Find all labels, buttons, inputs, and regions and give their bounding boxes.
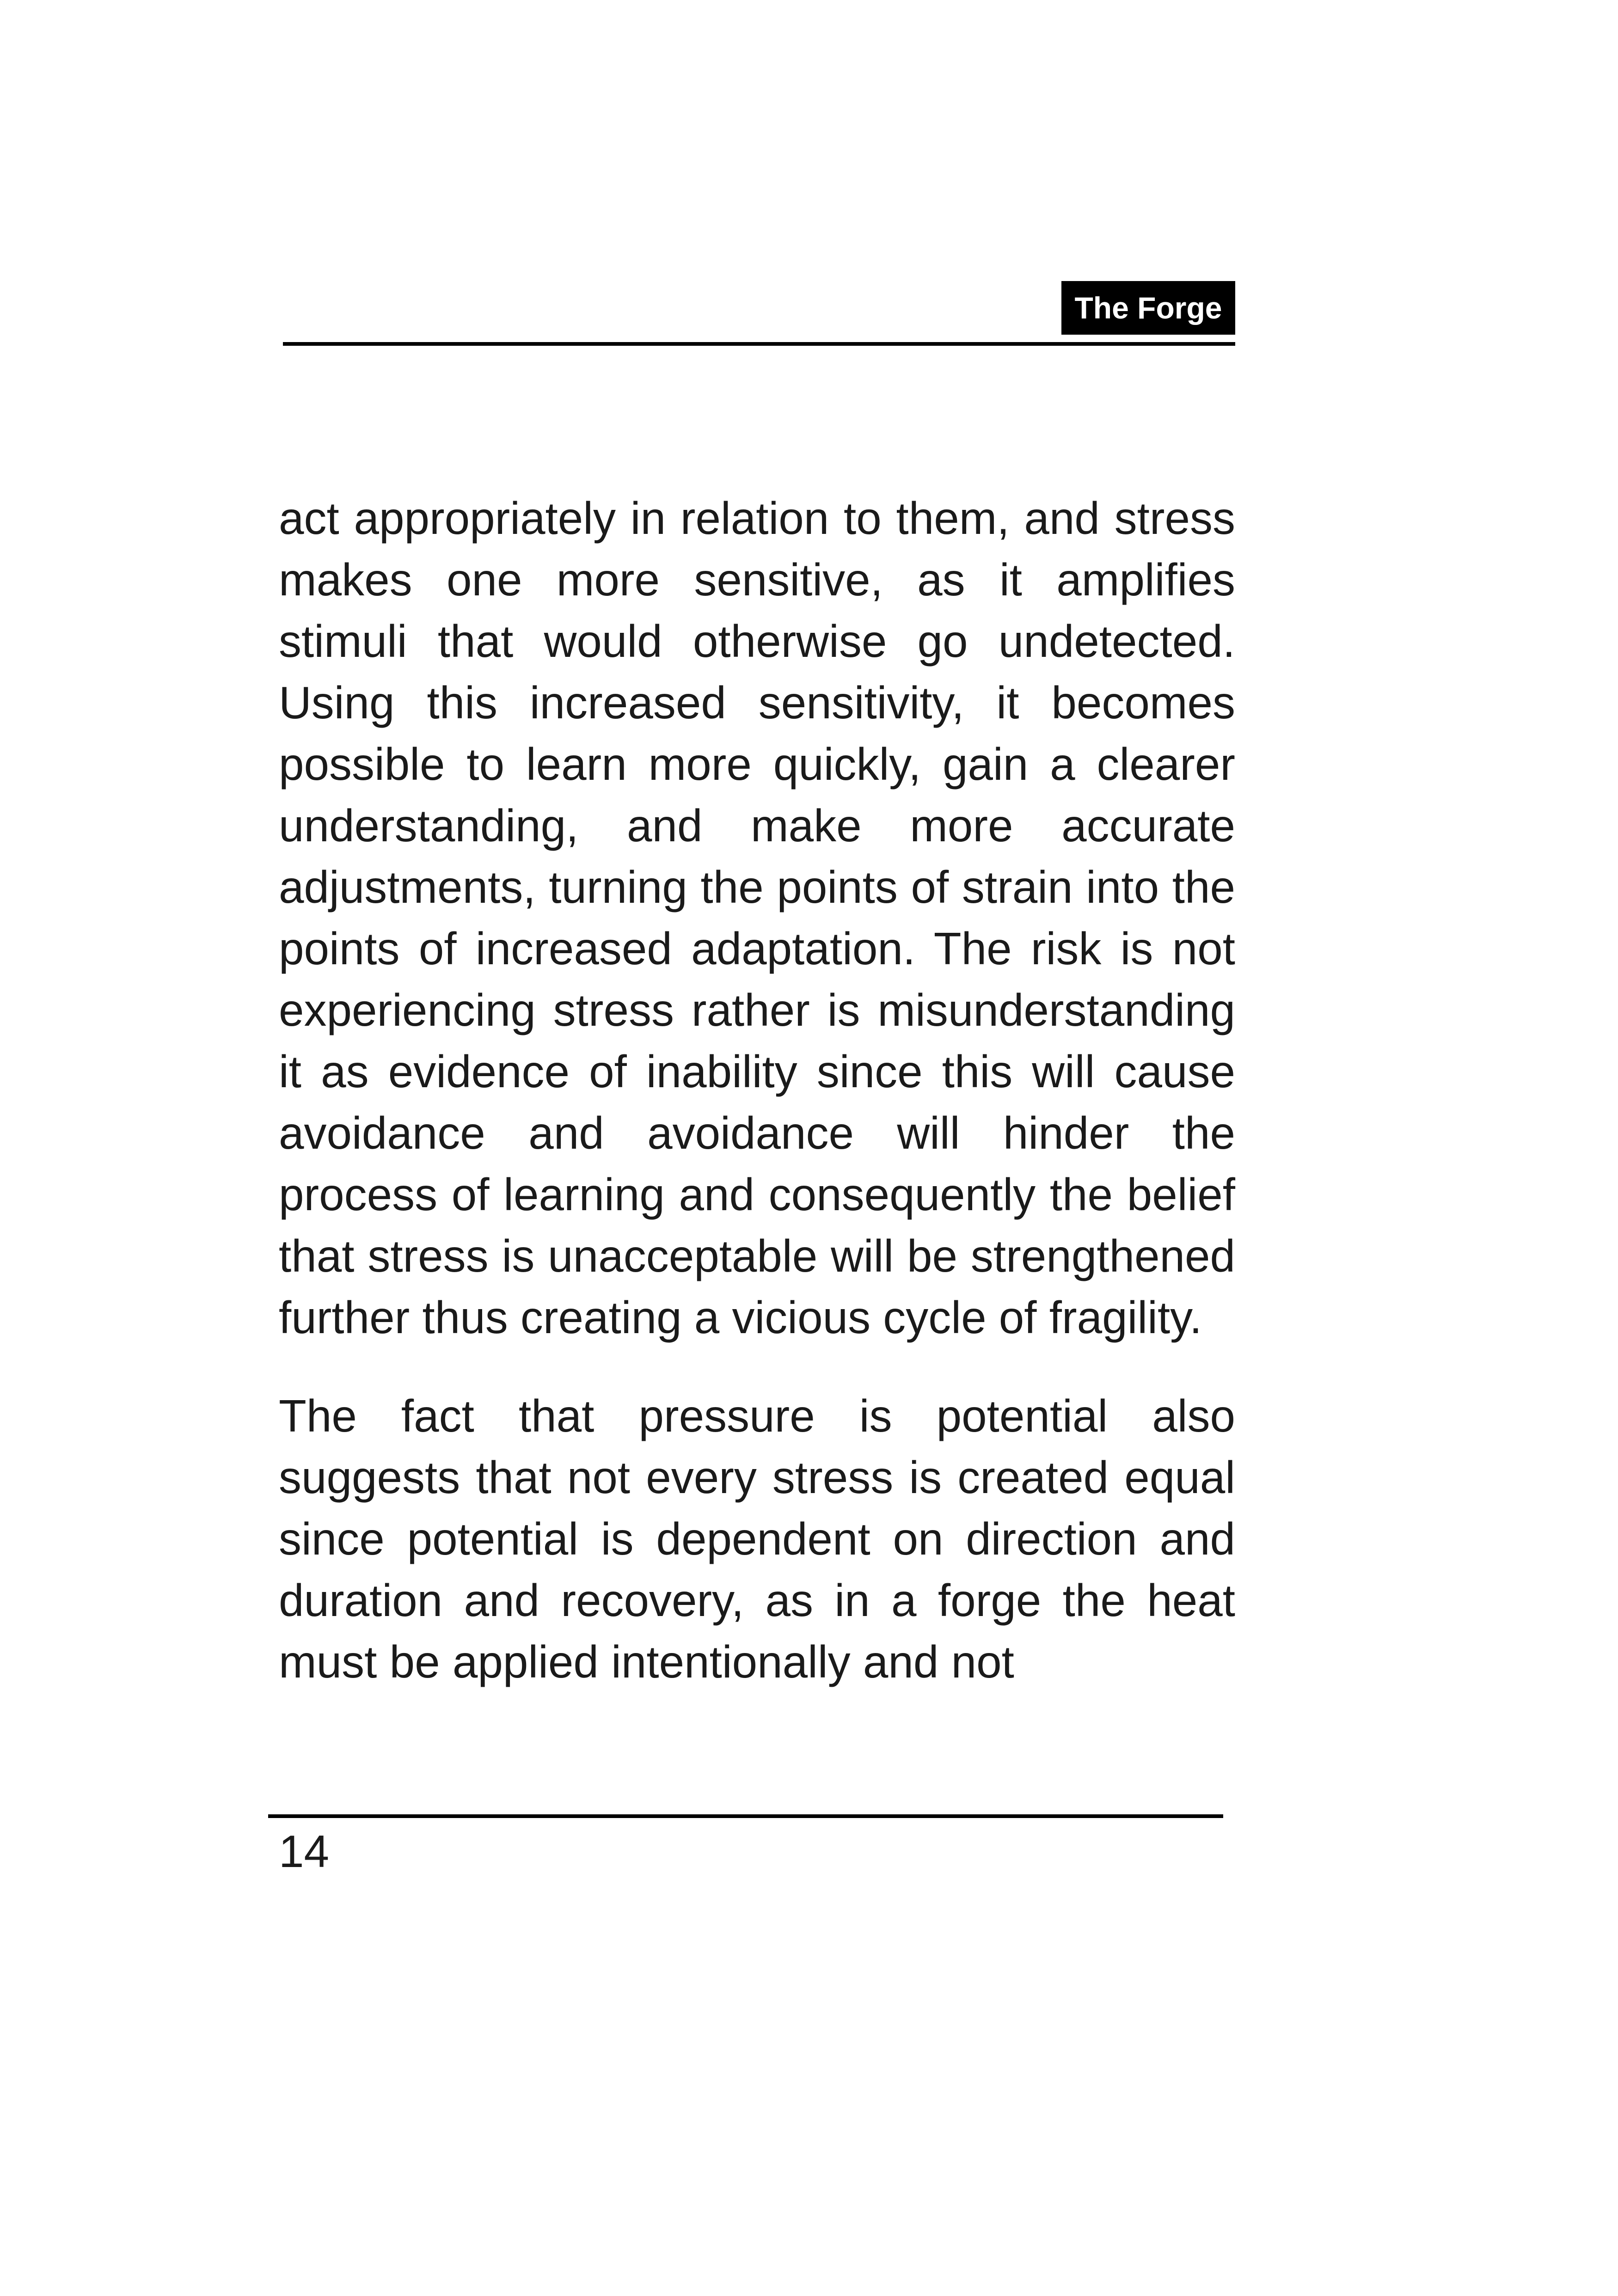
paragraph-2: The fact that pressure is potential also suggests that not every stress is created equal since potential is dependent on direction and duration and recovery, as in a forge the heat must be applied intentionally and not <box>279 1390 1235 1687</box>
header-rule <box>283 342 1235 346</box>
footer-rule <box>268 1814 1223 1818</box>
running-title: The Forge <box>1061 281 1235 335</box>
body-text <box>279 488 1235 1693</box>
page-number: 14 <box>279 1826 330 1877</box>
paragraph-1: act appropriately in relation to them, and stress makes one more sensitive, as it amplifies stimuli that would otherwise go undetected. Using this increased sensitivity, it becomes possible to learn more quickly, gain a clearer understanding, and make more accurate adjustments, turning the points of strain into the points of increased adaptation. The risk is not experiencing stress rather is misunderstanding it as evidence of inability since this will cause avoidance and avoidance will hinder the process of learning and consequently the belief that stress is unacceptable will be strengthened further thus creating a vicious cycle of fragility. <box>279 493 1235 1343</box>
